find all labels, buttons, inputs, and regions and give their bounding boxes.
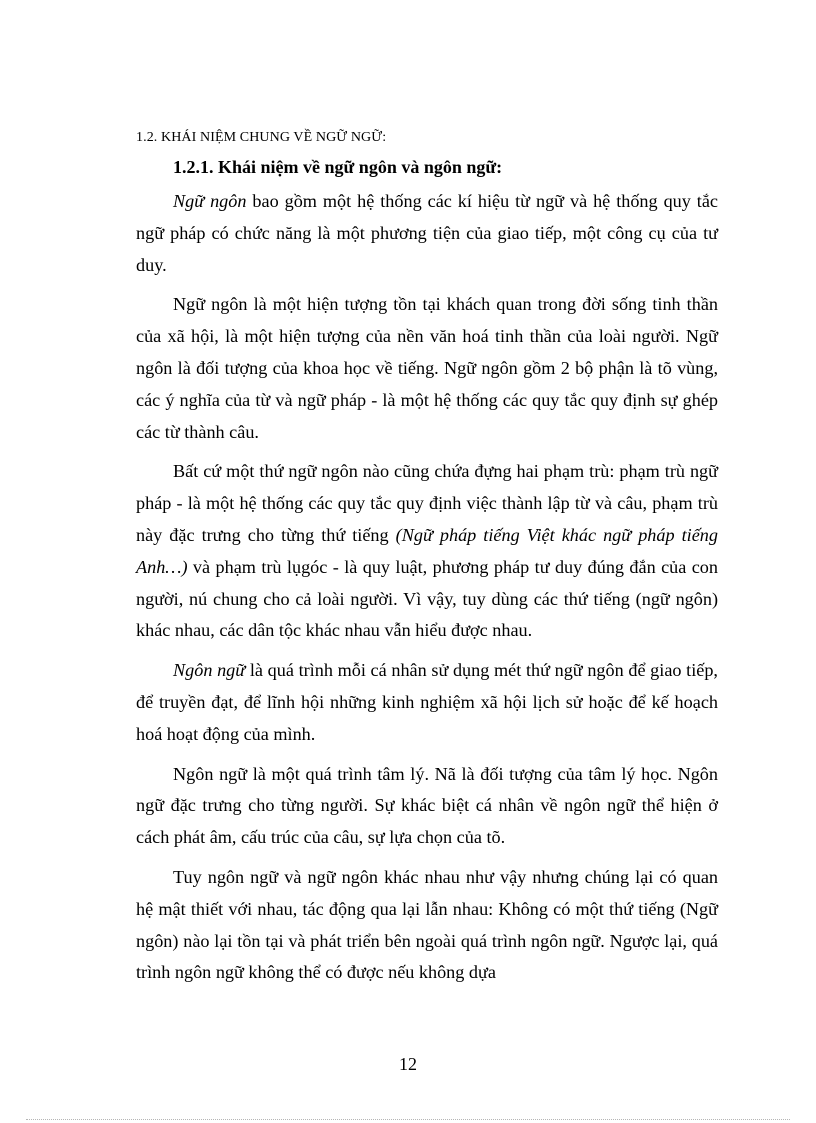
subsection-heading: 1.2.1. Khái niệm về ngữ ngôn và ngôn ngữ: (173, 157, 503, 177)
section-heading: 1.2. KHÁI NIỆM CHUNG VỀ NGỮ NGỮ: (136, 130, 387, 145)
paragraph-3-text-before: Bất cứ một thứ ngữ ngôn nào cũng chứa đựng hai phạm trù: phạm trù ngữ pháp - là một hệ thống các quy tắc quy định việc thành lập từ và câu, phạm trù này đặc trưng cho từng thứ tiếng (136, 461, 718, 545)
paragraph-2: Ngữ ngôn là một hiện tượng tồn tại khách quan trong đời sống tinh thần của xã hội, là một hiện tượng của nền văn hoá tinh thần của loài người. Ngữ ngôn là đối tượng của khoa học về tiếng. Ngữ ngôn gồm 2 bộ phận là tõ vùng, các ý nghĩa của từ và ngữ pháp - là một hệ thống các quy tắc quy định sự ghép các từ thành câu. (136, 294, 718, 442)
paragraph-3-italic-example: (Ngữ pháp tiếng Việt khác ngữ pháp tiếng Anh…) (136, 524, 718, 577)
paragraph-3-text-after: và phạm trù lụgóc - là quy luật, phương pháp tư duy đúng đắn của con người, nú chung cho cả loài người. Vì vậy, tuy dùng các thứ tiếng (ngữ ngôn) khác nhau, các dân tộc khác nhau vẫn hiểu được nhau. (136, 556, 718, 641)
page-body (136, 124, 718, 997)
paragraph-4-italic-term: Ngôn ngữ (173, 660, 246, 681)
paragraph-4-text: là quá trình mỗi cá nhân sử dụng mét thứ ngữ ngôn để giao tiếp, để truyền đạt, để lĩnh hội những kinh nghiệm xã hội lịch sử hoặc để kế hoạch hoá hoạt động của mình. (136, 660, 718, 744)
paragraph-6: Tuy ngôn ngữ và ngữ ngôn khác nhau như vậy nhưng chúng lại có quan hệ mật thiết với nhau, tác động qua lại lẫn nhau: Không có một thứ tiếng (Ngữ ngôn) nào lại tồn tại và phát triển bên ngoài quá trình ngôn ngữ. Ngược lại, quá trình ngôn ngữ không thể có được nếu không dựa (136, 866, 718, 983)
paragraph-1-text: bao gồm một hệ thống các kí hiệu từ ngữ và hệ thống quy tắc ngữ pháp có chức năng là một phương tiện của giao tiếp, một công cụ của tư duy. (136, 191, 718, 275)
paragraph-5: Ngôn ngữ là một quá trình tâm lý. Nã là đối tượng của tâm lý học. Ngôn ngữ đặc trưng cho từng người. Sự khác biệt cá nhân về ngôn ngữ thể hiện ở cách phát âm, cấu trúc của câu, sự lựa chọn của tõ. (136, 763, 718, 848)
paragraph-3 (136, 456, 718, 647)
page-bottom-divider (26, 1119, 790, 1120)
paragraph-1 (136, 186, 718, 281)
paragraph-4 (136, 655, 718, 750)
page-number: 12 (399, 1054, 417, 1074)
paragraph-1-italic-term: Ngữ ngôn (173, 191, 247, 211)
